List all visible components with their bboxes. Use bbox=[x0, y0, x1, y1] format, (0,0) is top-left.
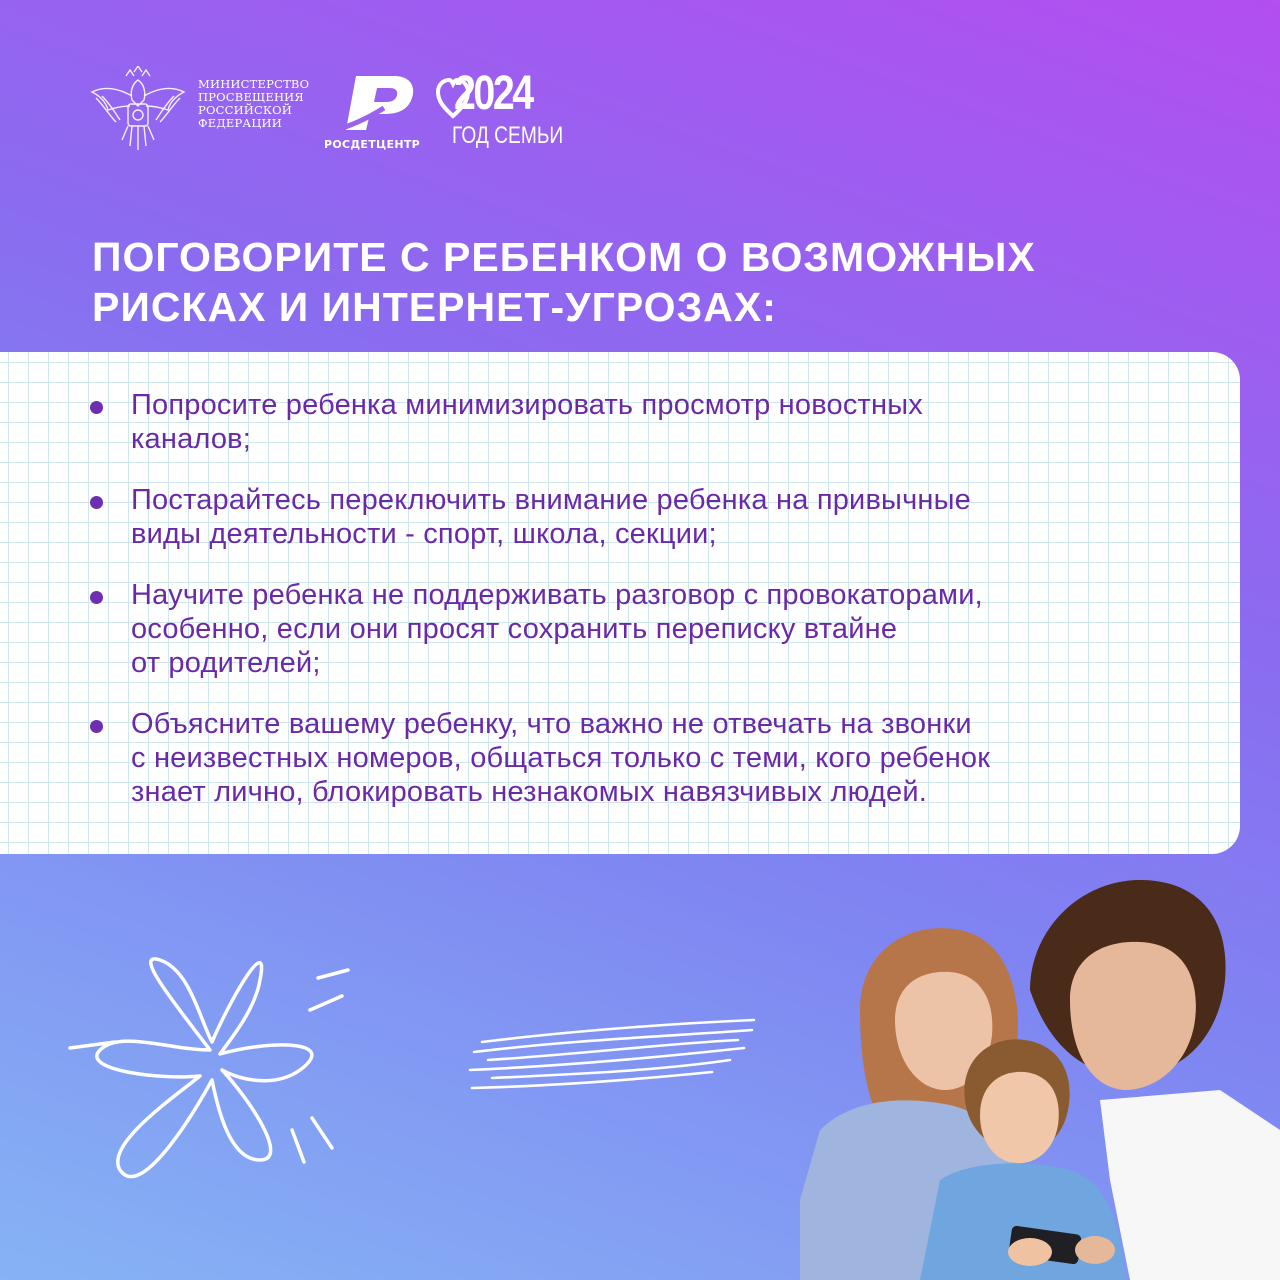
list-item bbox=[88, 483, 1198, 551]
tip-text: Попросите ребенка минимизировать просмотр новостных каналов; bbox=[131, 389, 923, 455]
rosdetcentr-r-icon bbox=[316, 68, 428, 136]
bullet-dot-icon bbox=[90, 591, 103, 604]
logo-bar bbox=[88, 64, 608, 154]
rosdetcentr-name: РОСДЕТЦЕНТР bbox=[323, 138, 421, 151]
ministry-name: МИНИСТЕРСТВО ПРОСВЕЩЕНИЯ РОССИЙСКОЙ ФЕДЕРАЦИИ bbox=[198, 77, 310, 130]
rosdetcentr-logo bbox=[316, 68, 428, 154]
page-title: ПОГОВОРИТЕ С РЕБЕНКОМ О ВОЗМОЖНЫХ РИСКАХ И ИНТЕРНЕТ-УГРОЗАХ: bbox=[92, 234, 1036, 330]
tips-list bbox=[88, 388, 1198, 836]
scribble-doodle-icon bbox=[462, 1014, 762, 1098]
year-of-family-logo bbox=[436, 68, 566, 154]
tip-text: Постарайтесь переключить внимание ребенка на привычные виды деятельности - спорт, школа, секции; bbox=[131, 484, 971, 550]
tips-card bbox=[0, 352, 1240, 854]
double-headed-eagle-icon bbox=[88, 66, 188, 152]
family-photo bbox=[800, 880, 1280, 1280]
tip-text: Научите ребенка не поддерживать разговор с провокаторами, особенно, если они просят сохранить переписку втайне от родителей; bbox=[131, 579, 983, 679]
bullet-dot-icon bbox=[90, 720, 103, 733]
list-item bbox=[88, 707, 1198, 809]
bullet-dot-icon bbox=[90, 496, 103, 509]
year-subtitle: ГОД СЕМЬИ bbox=[452, 122, 564, 149]
year-number: 2024 bbox=[454, 67, 532, 120]
bullet-dot-icon bbox=[90, 401, 103, 414]
flower-doodle-icon bbox=[60, 930, 360, 1220]
list-item bbox=[88, 388, 1198, 456]
list-item bbox=[88, 578, 1198, 680]
tip-text: Объясните вашему ребенку, что важно не отвечать на звонки с неизвестных номеров, общаться только с теми, кого ребенок знает лично, блокировать незнакомых навязчивых людей. bbox=[131, 708, 991, 808]
